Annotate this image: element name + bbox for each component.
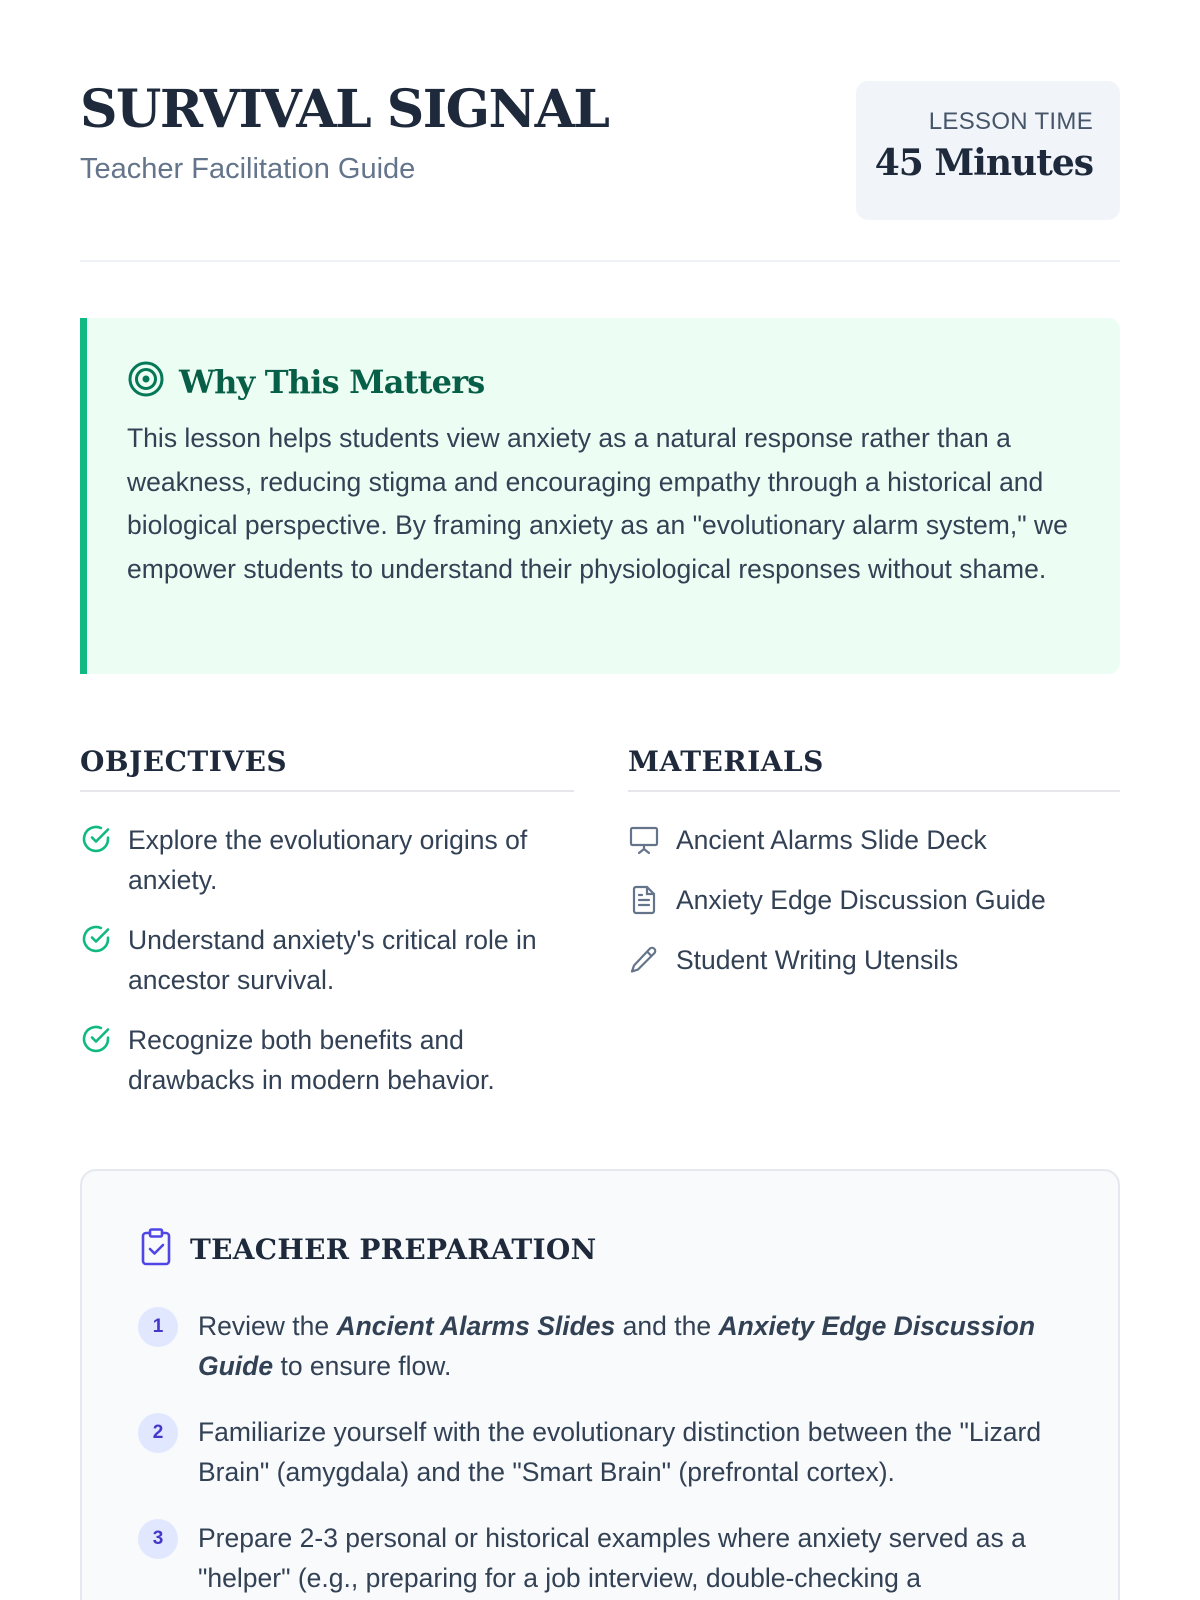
prep-steps-list xyxy=(138,1306,1062,1598)
page-subtitle: Teacher Facilitation Guide xyxy=(80,153,416,185)
lesson-time-card xyxy=(856,81,1120,220)
objective-item xyxy=(80,920,574,1000)
step-text: Familiarize yourself with the evolutionary distinction between the "Lizard Brain" (amygdala) and the "Smart Brain" (prefrontal cortex). xyxy=(198,1417,1042,1487)
clipboard-check-icon xyxy=(138,1227,174,1272)
lesson-time-value: 45 Minutes xyxy=(874,142,1093,184)
material-label: Anxiety Edge Discussion Guide xyxy=(676,885,1046,915)
step-number-badge: 1 xyxy=(138,1307,178,1347)
step-number-badge: 3 xyxy=(138,1519,178,1559)
check-circle-icon xyxy=(80,920,114,1000)
step-emphasis: Ancient Alarms Slides xyxy=(336,1311,616,1341)
material-item xyxy=(628,940,1120,980)
presentation-icon xyxy=(628,824,662,856)
why-this-matters-callout xyxy=(80,318,1120,674)
why-header xyxy=(127,360,1080,403)
step-number-badge: 2 xyxy=(138,1413,178,1453)
objectives-section xyxy=(80,745,574,1120)
objective-text: Explore the evolutionary origins of anxiety. xyxy=(128,825,528,895)
material-item xyxy=(628,880,1120,920)
target-icon xyxy=(127,360,165,403)
objective-text: Understand anxiety's critical role in ancestor survival. xyxy=(128,925,537,995)
objective-text: Recognize both benefits and drawbacks in modern behavior. xyxy=(128,1025,495,1095)
prep-heading: TEACHER PREPARATION xyxy=(190,1233,597,1266)
teacher-preparation-card xyxy=(80,1169,1120,1600)
materials-list xyxy=(628,820,1120,980)
prep-step xyxy=(138,1412,1062,1492)
materials-section xyxy=(628,745,1120,1000)
objectives-heading: OBJECTIVES xyxy=(80,745,574,792)
material-item xyxy=(628,820,1120,860)
prep-step xyxy=(138,1518,1062,1598)
header xyxy=(80,0,1120,262)
step-emphasis: Anxiety Edge Discussion Guide xyxy=(198,1311,1036,1381)
prep-step xyxy=(138,1306,1062,1386)
lesson-time-label: LESSON TIME xyxy=(928,108,1093,135)
material-label: Student Writing Utensils xyxy=(676,945,959,975)
step-text: Review the Ancient Alarms Slides and the Anxiety Edge Discussion Guide to ensure flow. xyxy=(198,1311,1036,1381)
page-title: SURVIVAL SIGNAL xyxy=(80,79,609,140)
material-label: Ancient Alarms Slide Deck xyxy=(676,825,987,855)
document-icon xyxy=(628,884,662,916)
step-text: Prepare 2-3 personal or historical examples where anxiety served as a "helper" (e.g., preparing for a job interview, double-checking a xyxy=(198,1523,1026,1593)
why-title: Why This Matters xyxy=(179,362,485,401)
objectives-list xyxy=(80,820,574,1100)
why-body: This lesson helps students view anxiety as a natural response rather than a weakness, reducing stigma and encouraging empathy through a historical and biological perspective. By framing anxiety as an "evolutionary alarm system," we empower students to understand their physiological responses without shame. xyxy=(127,423,1068,584)
objective-item xyxy=(80,820,574,900)
materials-heading: MATERIALS xyxy=(628,745,1120,792)
check-circle-icon xyxy=(80,1020,114,1100)
objective-item xyxy=(80,1020,574,1100)
pencil-icon xyxy=(628,944,662,976)
prep-header xyxy=(138,1227,1062,1272)
check-circle-icon xyxy=(80,820,114,900)
